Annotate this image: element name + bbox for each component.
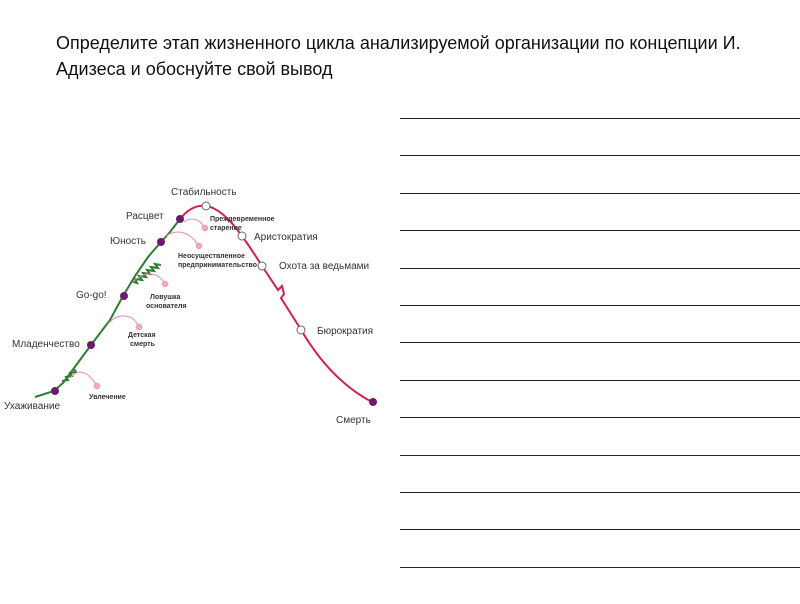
stage-label-infancy: Младенчество bbox=[12, 339, 80, 350]
stage-label-bureaucracy: Бюрократия bbox=[317, 326, 374, 337]
answer-line bbox=[400, 193, 800, 194]
premature-aging-trap-arrow bbox=[184, 219, 204, 227]
infancy-dot bbox=[87, 341, 95, 349]
answer-line bbox=[400, 118, 800, 119]
answer-line bbox=[400, 230, 800, 231]
bureaucracy-dot bbox=[297, 326, 305, 334]
unfulfilled-trap-arrow bbox=[166, 232, 198, 245]
stage-label-adolescence: Юность bbox=[110, 236, 146, 247]
trap-label-infant-mortality: Детская смерть bbox=[128, 332, 156, 348]
gogo-dot bbox=[120, 292, 128, 300]
answer-line bbox=[400, 380, 800, 381]
stage-label-witch-hunt: Охота за ведьмами bbox=[279, 261, 370, 272]
answer-line bbox=[400, 268, 800, 269]
infant-mortality-trap-arrow bbox=[108, 316, 138, 326]
founder-trap-dot bbox=[162, 281, 168, 287]
adolescence-dot bbox=[157, 238, 165, 246]
affair-trap-arrow bbox=[70, 372, 96, 385]
death-dot bbox=[369, 398, 377, 406]
stage-label-death: Смерть bbox=[336, 415, 371, 426]
premature-aging-trap-dot bbox=[202, 225, 208, 231]
answer-line bbox=[400, 567, 800, 568]
stage-label-gogo: Go-go! bbox=[76, 290, 107, 301]
unfulfilled-trap-dot bbox=[196, 243, 202, 249]
trap-label-premature-aging: Преждевременное старение bbox=[210, 216, 275, 232]
stage-label-prime: Расцвет bbox=[126, 211, 164, 222]
affair-trap-dot bbox=[94, 383, 100, 389]
answer-line bbox=[400, 455, 800, 456]
answer-line bbox=[400, 529, 800, 530]
stage-label-aristocracy: Аристократия bbox=[254, 232, 318, 243]
question-text: Определите этап жизненного цикла анализируемой организации по концепции И. Адизеса и обоснуйте свой вывод bbox=[56, 33, 741, 79]
answer-lines bbox=[400, 118, 800, 604]
answer-line bbox=[400, 155, 800, 156]
stage-label-stability: Стабильность bbox=[171, 187, 237, 198]
prime-dot bbox=[176, 215, 184, 223]
answer-line bbox=[400, 417, 800, 418]
answer-line bbox=[400, 342, 800, 343]
answer-line bbox=[400, 305, 800, 306]
stage-label-courtship: Ухаживание bbox=[4, 401, 61, 412]
trap-label-affair: Увлечение bbox=[89, 394, 126, 401]
witch-hunt-dot bbox=[258, 262, 266, 270]
infant-mortality-trap-dot bbox=[136, 324, 142, 330]
answer-line bbox=[400, 492, 800, 493]
trap-label-founder-trap: Ловушка основателя bbox=[146, 294, 187, 310]
courtship-dot bbox=[51, 387, 59, 395]
trap-label-unfulfilled-entrepreneurship: Неосуществленное предпринимательство bbox=[178, 253, 258, 269]
aristocracy-dot bbox=[238, 232, 246, 240]
stability-dot bbox=[202, 202, 210, 210]
